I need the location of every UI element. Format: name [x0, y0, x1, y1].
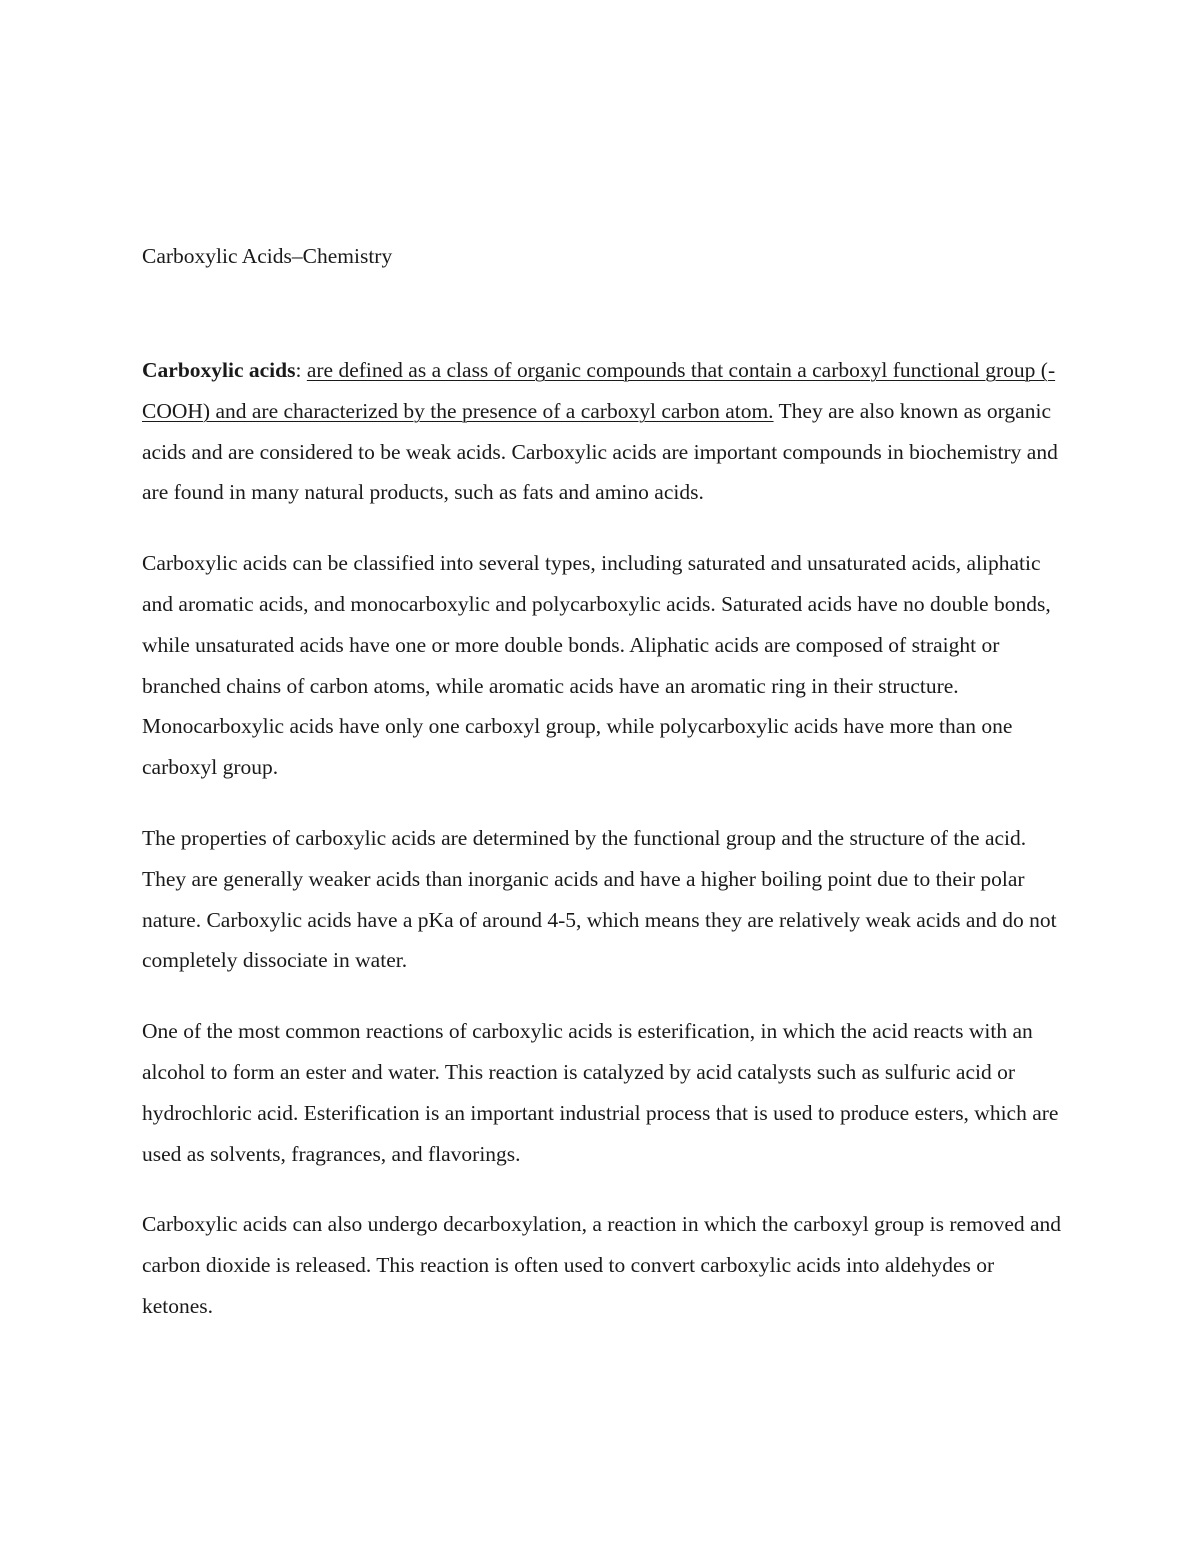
intro-paragraph: [142, 350, 1067, 513]
paragraph-properties: The properties of carboxylic acids are determined by the functional group and the structure of the acid. They are generally weaker acids than inorganic acids and have a higher boiling point due to their polar nature. Carboxylic acids have a pKa of around 4-5, which means they are relatively weak acids and do not completely dissociate in water.: [142, 825, 1057, 973]
document-title: Carboxylic Acids–Chemistry: [142, 244, 393, 268]
defined-term: Carboxylic acids: [142, 358, 296, 382]
intro-rest-text: They are also known as organic acids and are considered to be weak acids. Carboxylic acids are important compounds in biochemistry and are found in many natural products, such as fats and amino acids.: [142, 398, 1058, 505]
term-separator: :: [295, 358, 307, 382]
paragraph-esterification: One of the most common reactions of carboxylic acids is esterification, in which the acid reacts with an alcohol to form an ester and water. This reaction is catalyzed by acid catalysts such as sulfuric acid or hydrochloric acid. Esterification is an important industrial process that is used to produce esters, which are used as solvents, fragrances, and flavorings.: [142, 1019, 1059, 1166]
paragraph-classification: Carboxylic acids can be classified into several types, including saturated and unsaturated acids, aliphatic and aromatic acids, and monocarboxylic and polycarboxylic acids. Saturated acids have no double bonds, while unsaturated acids have one or more double bonds. Aliphatic acids are composed of straight or branched chains of carbon atoms, while aromatic acids have an aromatic ring in their structure. Monocarboxylic acids have only one carboxyl group, while polycarboxylic acids have more than one carboxyl group.: [142, 551, 1051, 780]
paragraph-decarboxylation: Carboxylic acids can also undergo decarboxylation, a reaction in which the carboxyl group is removed and carbon dioxide is released. This reaction is often used to convert carboxylic acids into aldehydes or ketones.: [142, 1212, 1062, 1318]
document-body: [142, 240, 1067, 1327]
definition-text: are defined as a class of organic compounds that contain a carboxyl functional group (-COOH) and are characterized by the presence of a carboxyl carbon atom.: [142, 358, 1056, 423]
